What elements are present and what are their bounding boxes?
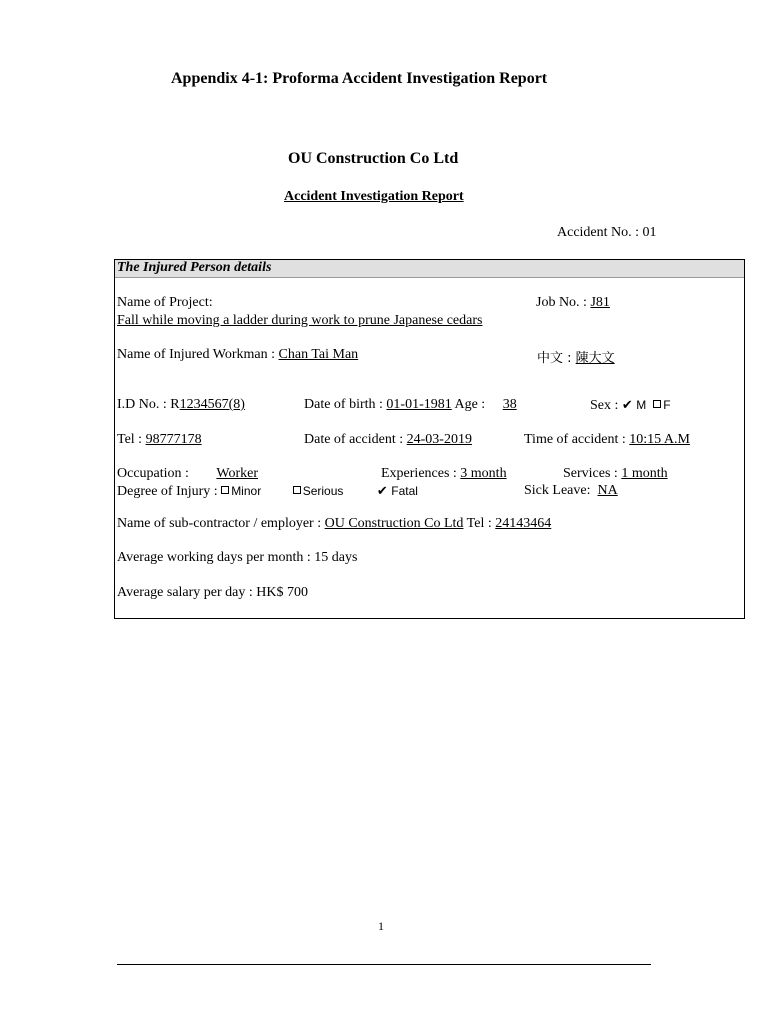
check-mark-icon: ✔ [376,483,388,498]
checkbox-icon [221,486,229,494]
injured-workman: Name of Injured Workman : Chan Tai Man [117,347,359,362]
chinese-name: 中文 : 陳大文 [537,351,615,366]
average-salary: Average salary per day : HK$ 700 [117,585,309,600]
page-number: 1 [378,919,384,933]
check-mark-icon: ✔ [621,397,633,412]
experiences: Experiences : 3 month [381,466,507,481]
services: Services : 1 month [563,466,668,481]
telephone: Tel : 98777178 [117,432,202,447]
sick-leave: Sick Leave: NA [524,483,618,498]
report-title: Accident Investigation Report [284,189,464,204]
date-of-accident: Date of accident : 24-03-2019 [304,432,472,447]
footer-divider [117,964,651,965]
subcontractor: Name of sub-contractor / employer : OU Construction Co Ltd Tel : 24143464 [117,516,552,531]
id-number: I.D No. : R1234567(8) [117,397,245,412]
occupation: Occupation : Worker [117,466,259,481]
checkbox-icon [293,486,301,494]
accident-number: Accident No. : 01 [557,225,657,240]
job-number: Job No. : J81 [536,295,610,310]
appendix-title: Appendix 4-1: Proforma Accident Investigation Report [171,70,548,87]
project-name: Fall while moving a ladder during work to prune Japanese cedars [117,313,483,328]
project-label: Name of Project: [117,295,213,310]
checkbox-icon [653,400,661,408]
date-of-birth: Date of birth : 01-01-1981 Age : 38 [304,397,517,412]
section-header [115,260,744,278]
section-header-title: The Injured Person details [117,260,272,275]
degree-of-injury: Degree of Injury : Minor Serious ✔ Fatal [117,483,418,499]
average-working-days: Average working days per month : 15 days [117,550,358,565]
injured-person-details-box [114,259,745,619]
company-name: OU Construction Co Ltd [288,150,459,167]
time-of-accident: Time of accident : 10:15 A.M [524,432,690,447]
sex: Sex : ✔ M F [590,397,671,413]
